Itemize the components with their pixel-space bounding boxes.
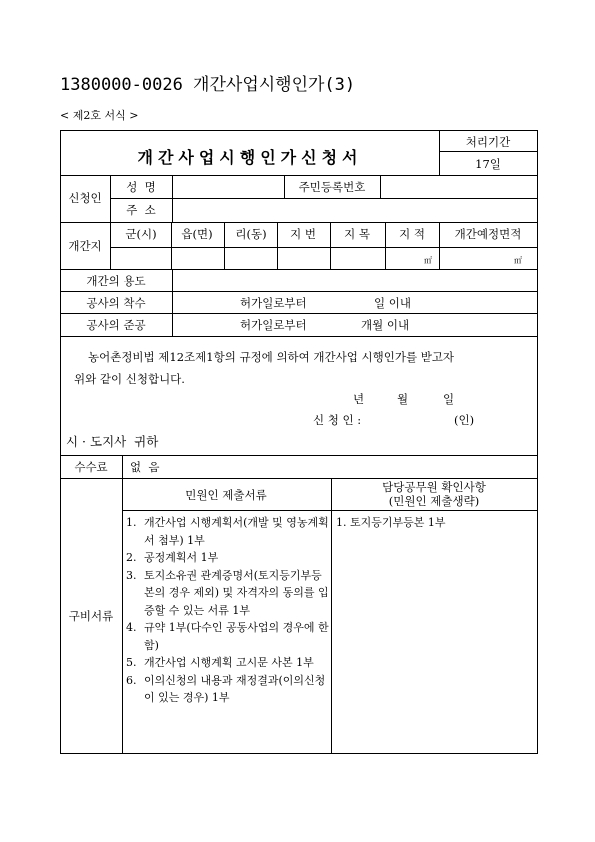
- applicant-documents-list: [126, 514, 331, 707]
- item-number: 1.: [126, 516, 137, 529]
- site-column-header: 군(시): [125, 227, 157, 241]
- finish-prefix: 허가일로부터: [240, 318, 307, 332]
- start-prefix: 허가일로부터: [240, 296, 307, 310]
- site-column-header: 지 적: [399, 227, 425, 241]
- row-line: [110, 198, 538, 199]
- item-number: 3.: [126, 568, 137, 582]
- list-item: [126, 654, 331, 672]
- row-line: [60, 336, 538, 337]
- column-line: [385, 222, 386, 269]
- column-line: [172, 269, 173, 336]
- declaration-line-2: 위와 같이 신청합니다.: [74, 372, 185, 386]
- date-month: 월: [397, 392, 409, 406]
- item-text: 토지소유권 관계증명서(토지등기부등본의 경우 제외) 및 자격자의 동의를 입증할 수 있는 서류 1부: [144, 568, 329, 617]
- item-text: 공정계획서 1부: [144, 551, 219, 564]
- processing-period-label: 처리기간: [465, 135, 511, 149]
- documents-section-label: 구비서류: [68, 609, 114, 623]
- start-suffix: 일 이내: [374, 296, 411, 310]
- row-line: [439, 151, 538, 152]
- column-line: [277, 222, 278, 269]
- applicant-documents-header: 민원인 제출서류: [185, 488, 267, 502]
- row-line: [60, 175, 538, 176]
- site-column-header: 읍(면): [181, 227, 213, 241]
- column-line: [330, 222, 331, 269]
- official-check-list: [336, 514, 531, 532]
- list-item: [126, 549, 331, 567]
- row-line: [60, 291, 538, 292]
- seal-mark: (인): [454, 413, 475, 427]
- official-check-subheader: (민원인 제출생략): [388, 494, 480, 508]
- form-title: 개간사업시행인가신청서: [137, 148, 363, 167]
- form-number-label: < 제2호 서식 >: [60, 109, 139, 122]
- column-line: [171, 222, 172, 269]
- column-line: [439, 222, 440, 269]
- list-item: [126, 672, 331, 707]
- list-item: 1. 토지등기부등본 1부: [336, 516, 446, 529]
- fee-label: 수수료: [74, 460, 108, 474]
- address-label: 주 소: [126, 203, 156, 217]
- row-line: [122, 510, 538, 511]
- date-year: 년: [353, 392, 365, 406]
- addressee: 시 · 도지사 귀하: [66, 434, 159, 449]
- row-line: [60, 222, 538, 223]
- row-line: [60, 455, 538, 456]
- row-line: [110, 247, 538, 248]
- name-label: 성 명: [126, 180, 156, 194]
- applicant-section-label: 신청인: [68, 191, 102, 205]
- finish-suffix: 개월 이내: [361, 318, 410, 332]
- column-line: [172, 175, 173, 222]
- signer-label: 신 청 인 :: [313, 413, 362, 427]
- document-title: 1380000-0026 개간사업시행인가(3): [60, 75, 356, 95]
- declaration-line-1: 농어촌정비법 제12조제1항의 규정에 의하여 개간사업 시행인가를 받고자: [88, 350, 455, 364]
- purpose-label: 개간의 용도: [86, 274, 146, 288]
- processing-period-value: 17일: [475, 157, 501, 171]
- list-item: [126, 567, 331, 620]
- resident-number-label: 주민등록번호: [298, 180, 366, 194]
- item-text: 규약 1부(다수인 공동사업의 경우에 한함): [144, 621, 329, 652]
- finish-label: 공사의 준공: [86, 318, 146, 332]
- item-number: 2.: [126, 551, 137, 564]
- row-line: [60, 269, 538, 270]
- date-day: 일: [443, 392, 455, 406]
- list-item: [126, 514, 331, 549]
- column-line: [439, 130, 440, 175]
- site-column-header: 리(동): [235, 227, 267, 241]
- list-item: [126, 619, 331, 654]
- row-line: [60, 478, 538, 479]
- area-unit: ㎡: [514, 256, 522, 265]
- item-text: 이의신청의 내용과 재정결과(이의신청이 있는 경우) 1부: [144, 673, 326, 704]
- column-line: [110, 175, 111, 269]
- fee-value: 없 음: [130, 460, 160, 474]
- site-column-header: 지 번: [290, 227, 316, 241]
- column-line: [224, 222, 225, 269]
- official-check-header: 담당공무원 확인사항: [382, 480, 486, 494]
- item-number: 6.: [126, 673, 137, 687]
- column-line: [284, 175, 285, 198]
- start-label: 공사의 착수: [86, 296, 146, 310]
- area-unit: ㎡: [424, 256, 432, 265]
- item-number: 5.: [126, 656, 137, 669]
- site-column-header: 개간예정면적: [454, 227, 522, 241]
- column-line: [122, 455, 123, 754]
- site-column-header: 지 목: [344, 227, 370, 241]
- item-text: 개간사업 시행계획서(개발 및 영농계획서 첨부) 1부: [144, 516, 329, 547]
- item-number: 4.: [126, 621, 137, 634]
- column-line: [331, 478, 332, 754]
- row-line: [60, 313, 538, 314]
- site-section-label: 개간지: [68, 239, 102, 253]
- item-text: 개간사업 시행계획 고시문 사본 1부: [144, 656, 314, 669]
- column-line: [380, 175, 381, 198]
